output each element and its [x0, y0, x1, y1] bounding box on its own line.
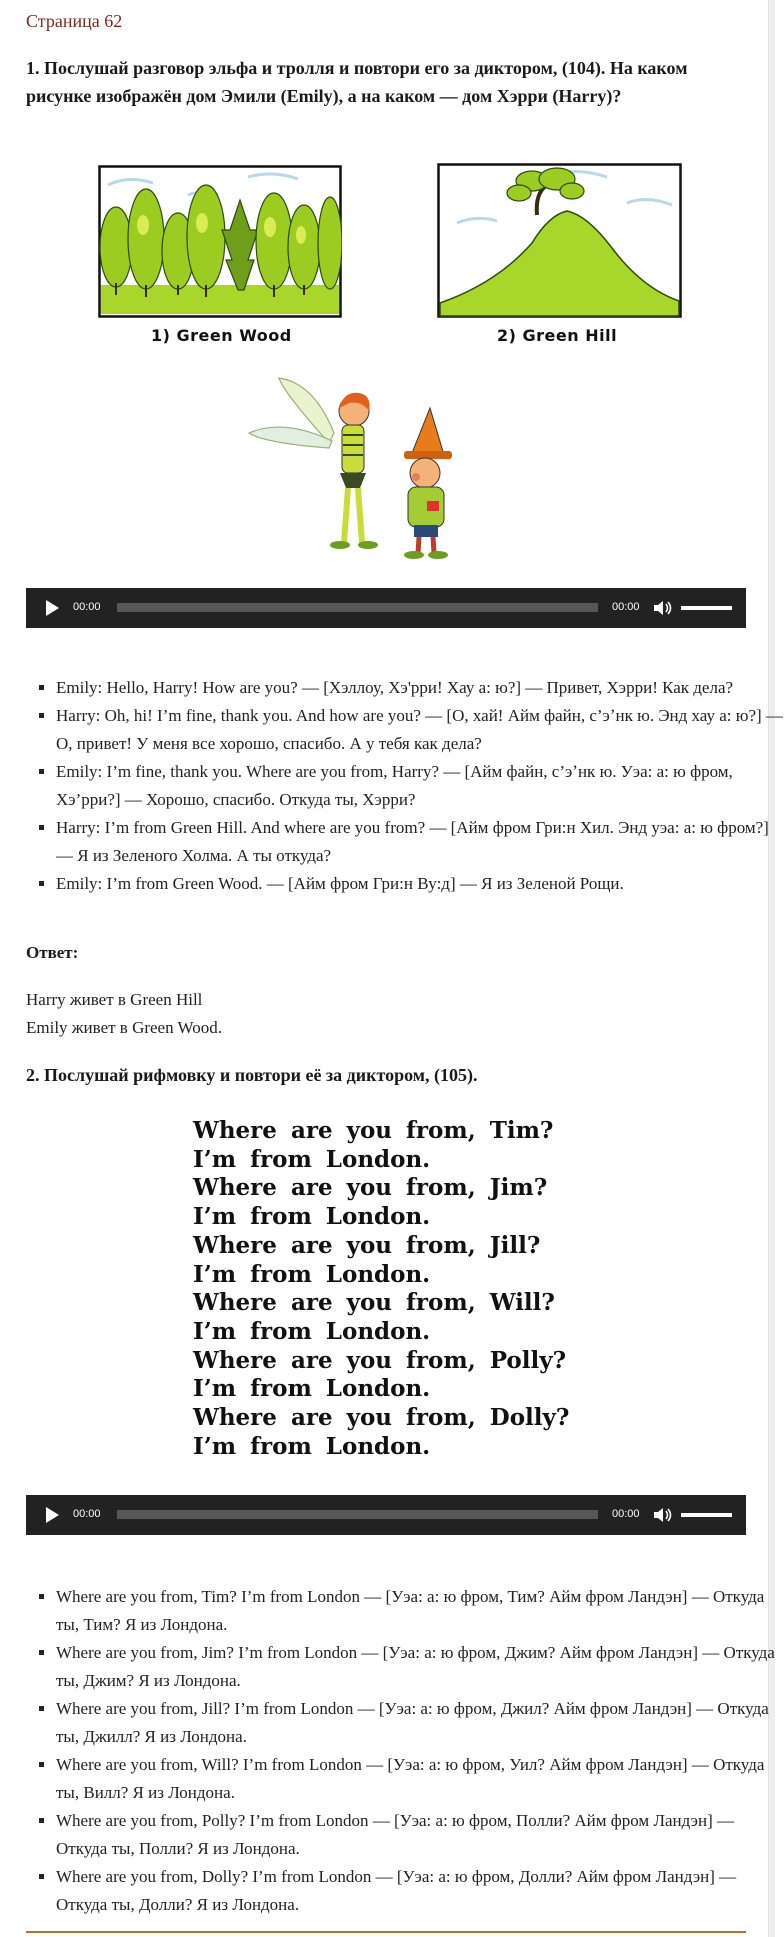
volume-slider[interactable]	[681, 1513, 732, 1517]
picture-2-caption: 2) Green Hill	[497, 326, 618, 345]
seek-bar[interactable]	[117, 1510, 598, 1519]
duration: 00:00	[612, 1508, 640, 1520]
play-icon[interactable]	[46, 1507, 59, 1523]
rhyme-line: I’m from London.	[193, 1203, 431, 1231]
forest-illustration	[98, 165, 342, 318]
answer-line-harry: Harry живет в Green Hill	[26, 990, 203, 1009]
rhyme-line: Where are you from, Jim?	[193, 1174, 548, 1202]
list-item: ▪ Emily: Hello, Harry! How are you? — [Хэллоу, Хэ'рри! Хау а: ю?] — Привет, Хэрри! Как дела?	[56, 674, 784, 702]
list-item: ▪ Where are you from, Jim? I’m from London — [Уэа: а: ю фром, Джим? Айм фром Ландэн] — Откуда ты, Джим? Я из Лондона.	[56, 1639, 784, 1695]
list-item: ▪ Emily: I’m from Green Wood. — [Айм фром Гри:н Ву:д] — Я из Зеленой Рощи.	[56, 870, 784, 898]
elf-and-troll-illustration	[244, 373, 488, 568]
answer-label: Ответ:	[26, 943, 79, 962]
audio-player-105	[26, 1495, 746, 1535]
rhyme-line: Where are you from, Jill?	[193, 1231, 541, 1259]
rhyme-line: Where are you from, Tim?	[193, 1117, 554, 1144]
rhyme-line: I’m from London.	[193, 1375, 431, 1403]
rhyme-line: Where are you from, Dolly?	[193, 1404, 570, 1432]
rhyme-line: Where are you from, Will?	[193, 1289, 555, 1317]
volume-slider[interactable]	[681, 606, 732, 610]
duration: 00:00	[612, 601, 640, 613]
list-item: ▪ Emily: I’m fine, thank you. Where are you from, Harry? — [Айм файн, с’эʼнк ю. Уэа: а: ю фром, Хэ’рри?] — Хорошо, спасибо. Откуда ты, Хэрри?	[56, 758, 784, 814]
rhyme-line: Where are you from, Polly?	[193, 1346, 567, 1374]
rhyme-text	[193, 1117, 633, 1461]
troll-figure	[404, 408, 452, 559]
list-item: ▪ Where are you from, Jill? I’m from London — [Уэа: а: ю фром, Джил? Айм фром Ландэн] — Откуда ты, Джилл? Я из Лондона.	[56, 1695, 784, 1751]
volume-icon[interactable]	[653, 1506, 673, 1524]
volume-icon[interactable]	[653, 599, 673, 617]
bottom-divider	[26, 1931, 746, 1933]
list-item: ▪ Harry: I’m from Green Hill. And where are you from? — [Айм фром Гри:н Хил. Энд уэа: а: ю фром?] — Я из Зеленого Холма. А ты откуда?	[56, 814, 784, 870]
dialogue-list	[26, 674, 784, 898]
audio-player-104	[26, 588, 746, 628]
hill-illustration	[437, 163, 682, 318]
list-item: ▪ Where are you from, Will? I’m from London — [Уэа: а: ю фром, Уил? Айм фром Ландэн] — Откуда ты, Вилл? Я из Лондона.	[56, 1751, 784, 1807]
current-time: 00:00	[73, 601, 101, 613]
page-number-label: Страница 62	[26, 11, 123, 31]
task-1-heading: 1. Послушай разговор эльфа и тролля и повтори его за диктором, (104). На каком рисунке изображён дом Эмили (Emily), а на каком — дом Хэрри (Harry)?	[26, 58, 688, 106]
task-2-heading: 2. Послушай рифмовку и повтори её за диктором, (105).	[26, 1065, 478, 1085]
list-item: ▪ Where are you from, Dolly? I’m from London — [Уэа: а: ю фром, Долли? Айм фром Ландэн] — Откуда ты, Долли? Я из Лондона.	[56, 1863, 784, 1919]
list-item: ▪ Harry: Oh, hi! I’m fine, thank you. And how are you? — [О, хай! Айм файн, с’эʼнк ю. Энд хау а: ю?] — О, привет! У меня все хорошо, спасибо. А у тебя как дела?	[56, 702, 784, 758]
translation-list	[26, 1583, 784, 1919]
rhyme-line: I’m from London.	[193, 1145, 431, 1173]
rhyme-line: I’m from London.	[193, 1317, 431, 1345]
list-item: ▪ Where are you from, Polly? I’m from London — [Уэа: а: ю фром, Полли? Айм фром Ландэн] — Откуда ты, Полли? Я из Лондона.	[56, 1807, 784, 1863]
current-time: 00:00	[73, 1508, 101, 1520]
seek-bar[interactable]	[117, 603, 598, 612]
answer-line-emily: Emily живет в Green Wood.	[26, 1018, 222, 1037]
rhyme-line: I’m from London.	[193, 1432, 431, 1460]
list-item: ▪ Where are you from, Tim? I’m from London — [Уэа: а: ю фром, Тим? Айм фром Ландэн] — Откуда ты, Тим? Я из Лондона.	[56, 1583, 784, 1639]
picture-1-caption: 1) Green Wood	[151, 326, 292, 345]
play-icon[interactable]	[46, 600, 59, 616]
elf-figure	[249, 378, 378, 549]
rhyme-line: I’m from London.	[193, 1260, 431, 1288]
